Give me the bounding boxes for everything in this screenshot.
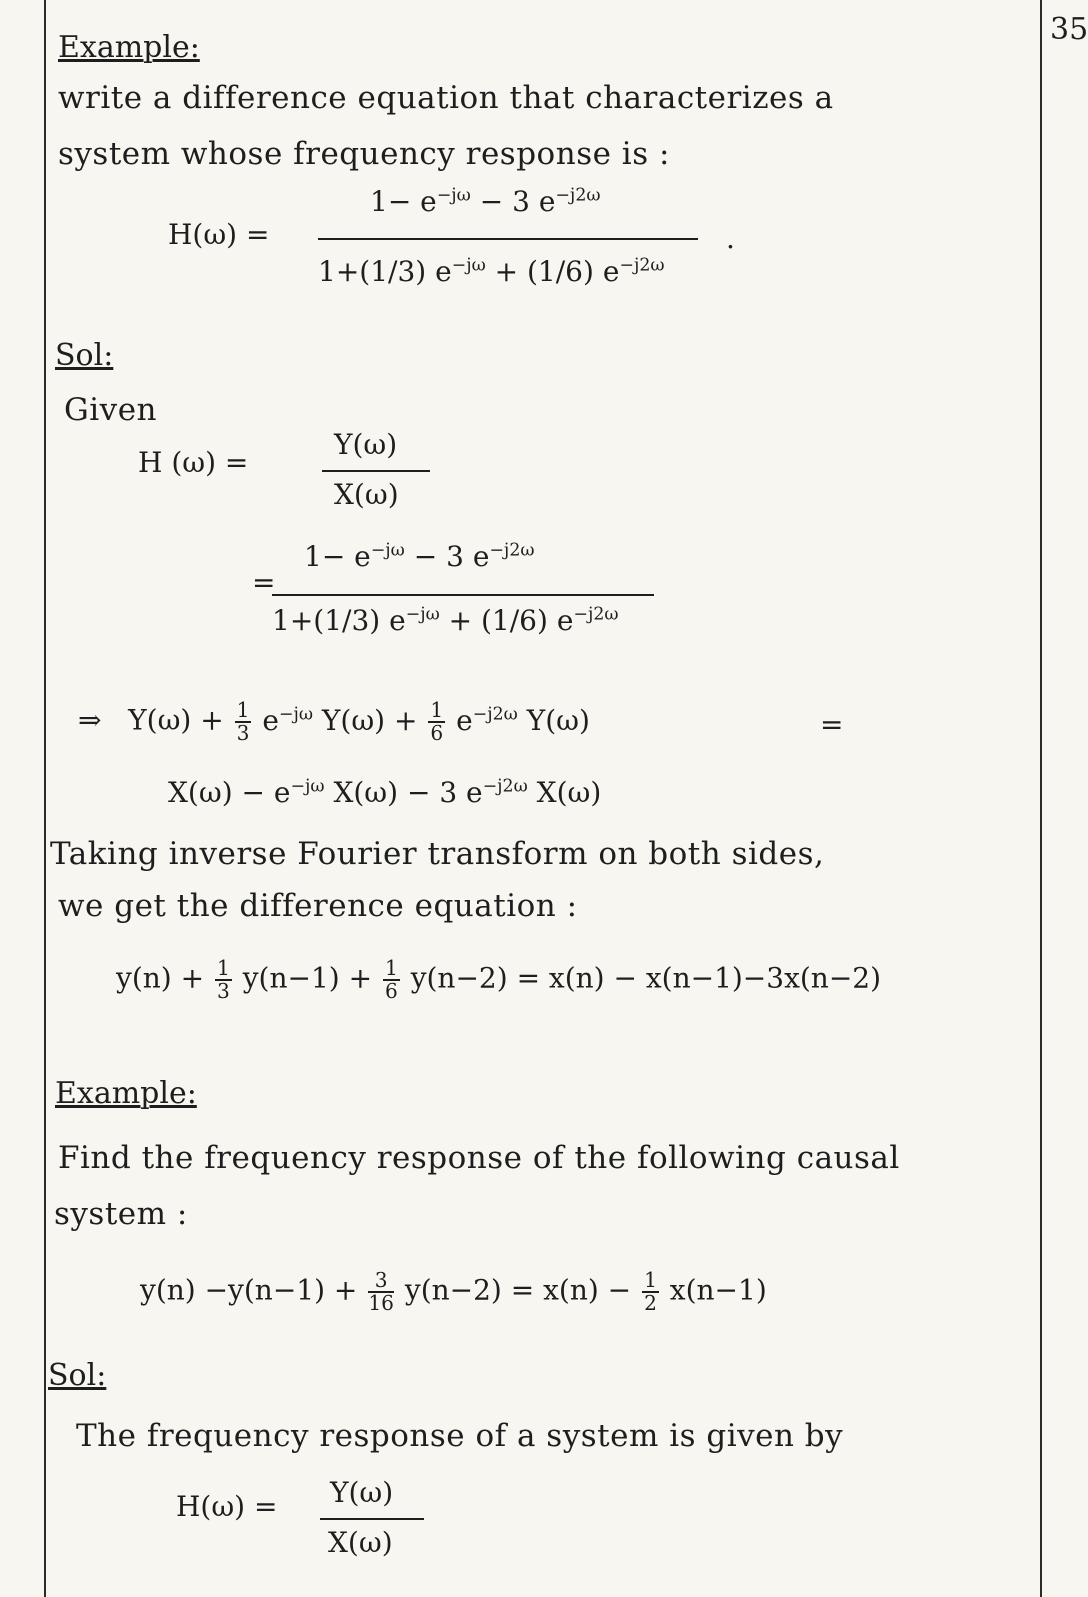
diff-part-c: y(n−2) = x(n) − x(n−1)−3x(n−2) — [410, 961, 882, 995]
step1-equals: = — [820, 708, 844, 741]
sol1-heading: Sol: — [55, 338, 114, 373]
sol2-h-label: H(ω) = — [176, 1490, 278, 1523]
sol1-ratio-numerator: Y(ω) — [334, 428, 398, 461]
sol1-h-label: H (ω) = — [138, 446, 249, 479]
implies-arrow: ⇒ — [78, 703, 102, 737]
sol2-ratio-numerator: Y(ω) — [330, 1476, 394, 1509]
example2-line1: Find the frequency response of the following causal — [58, 1140, 900, 1176]
diff-fraction-1: $\frac{1}{3}$ — [216, 956, 230, 1004]
diff-part-a: y(n) + — [116, 961, 205, 995]
ex2-fraction-1: $\frac{3}{16}$ — [368, 1268, 394, 1316]
sol2-heading: Sol: — [48, 1358, 107, 1393]
ex2-eq-part-b: y(n−2) = x(n) − — [404, 1273, 632, 1307]
sol1-ratio-bar — [322, 470, 430, 472]
ex2-fraction-2: $\frac{1}{2}$ — [644, 1268, 657, 1316]
sol2-ratio-bar — [320, 1518, 424, 1520]
sol2-ratio-denominator: X(ω) — [328, 1526, 393, 1559]
example2-equation — [140, 1270, 767, 1314]
step1-part-a: Y(ω) + — [128, 703, 224, 737]
diff-part-b: y(n−1) + — [242, 961, 373, 995]
example1-h-denominator: 1+(1/3) $e^{-j\omega} + (1/6)$ $e^{-j2\omega}$ — [318, 255, 665, 288]
example1-fraction-bar — [318, 238, 698, 240]
ex2-eq-part-a: y(n) −y(n−1) + — [140, 1273, 358, 1307]
sol1-ratio-denominator: X(ω) — [334, 478, 399, 511]
sol2-line1: The frequency response of a system is given by — [76, 1418, 844, 1454]
sol1-given: Given — [64, 392, 158, 428]
sol1-taking-line1: Taking inverse Fourier transform on both sides, — [50, 836, 825, 872]
step1-fraction-2: $\frac{1}{6}$ — [430, 698, 444, 746]
step1-part-b: $e^{-j\omega}$ Y(ω) + — [262, 703, 418, 737]
sol1-taking-line2: we get the difference equation : — [58, 888, 578, 924]
sol1-difference-equation — [116, 958, 881, 1002]
right-margin-line — [1040, 0, 1042, 1597]
sol1-numerator-2: $1- e^{-j\omega} - 3$ $e^{-j2\omega}$ — [304, 540, 535, 573]
sol1-equals: = — [252, 566, 276, 599]
step1-fraction-1: $\frac{1}{3}$ — [236, 698, 250, 746]
example2-heading: Example: — [55, 1076, 197, 1111]
example1-line2: system whose frequency response is : — [58, 136, 670, 172]
example1-period: . — [726, 222, 735, 255]
step1-part-c: $e^{-j2\omega}$ Y(ω) — [456, 703, 590, 737]
example1-h-numerator: $1- e^{-j\omega} - 3$ $e^{-j2\omega}$ — [370, 185, 601, 218]
example1-heading: Example: — [58, 30, 200, 65]
sol1-step-line2: $X(\omega) - e^{-j\omega}$ X(ω) − 3 $e^{-j2\omega}$ X(ω) — [168, 776, 602, 809]
example1-line1: write a difference equation that characterizes a — [58, 80, 834, 116]
left-margin-line — [44, 0, 46, 1597]
example2-line2: system : — [54, 1196, 188, 1232]
diff-fraction-2: $\frac{1}{6}$ — [384, 956, 398, 1004]
sol1-fraction-bar-2 — [272, 594, 654, 596]
ex2-eq-part-c: x(n−1) — [669, 1273, 767, 1307]
page-number: 35 — [1050, 12, 1088, 47]
example1-h-label: H(ω) = — [168, 218, 270, 251]
sol1-denominator-2: 1+(1/3) $e^{-j\omega} + (1/6)$ $e^{-j2\omega}$ — [272, 604, 619, 637]
sol1-step-line1 — [78, 700, 590, 744]
